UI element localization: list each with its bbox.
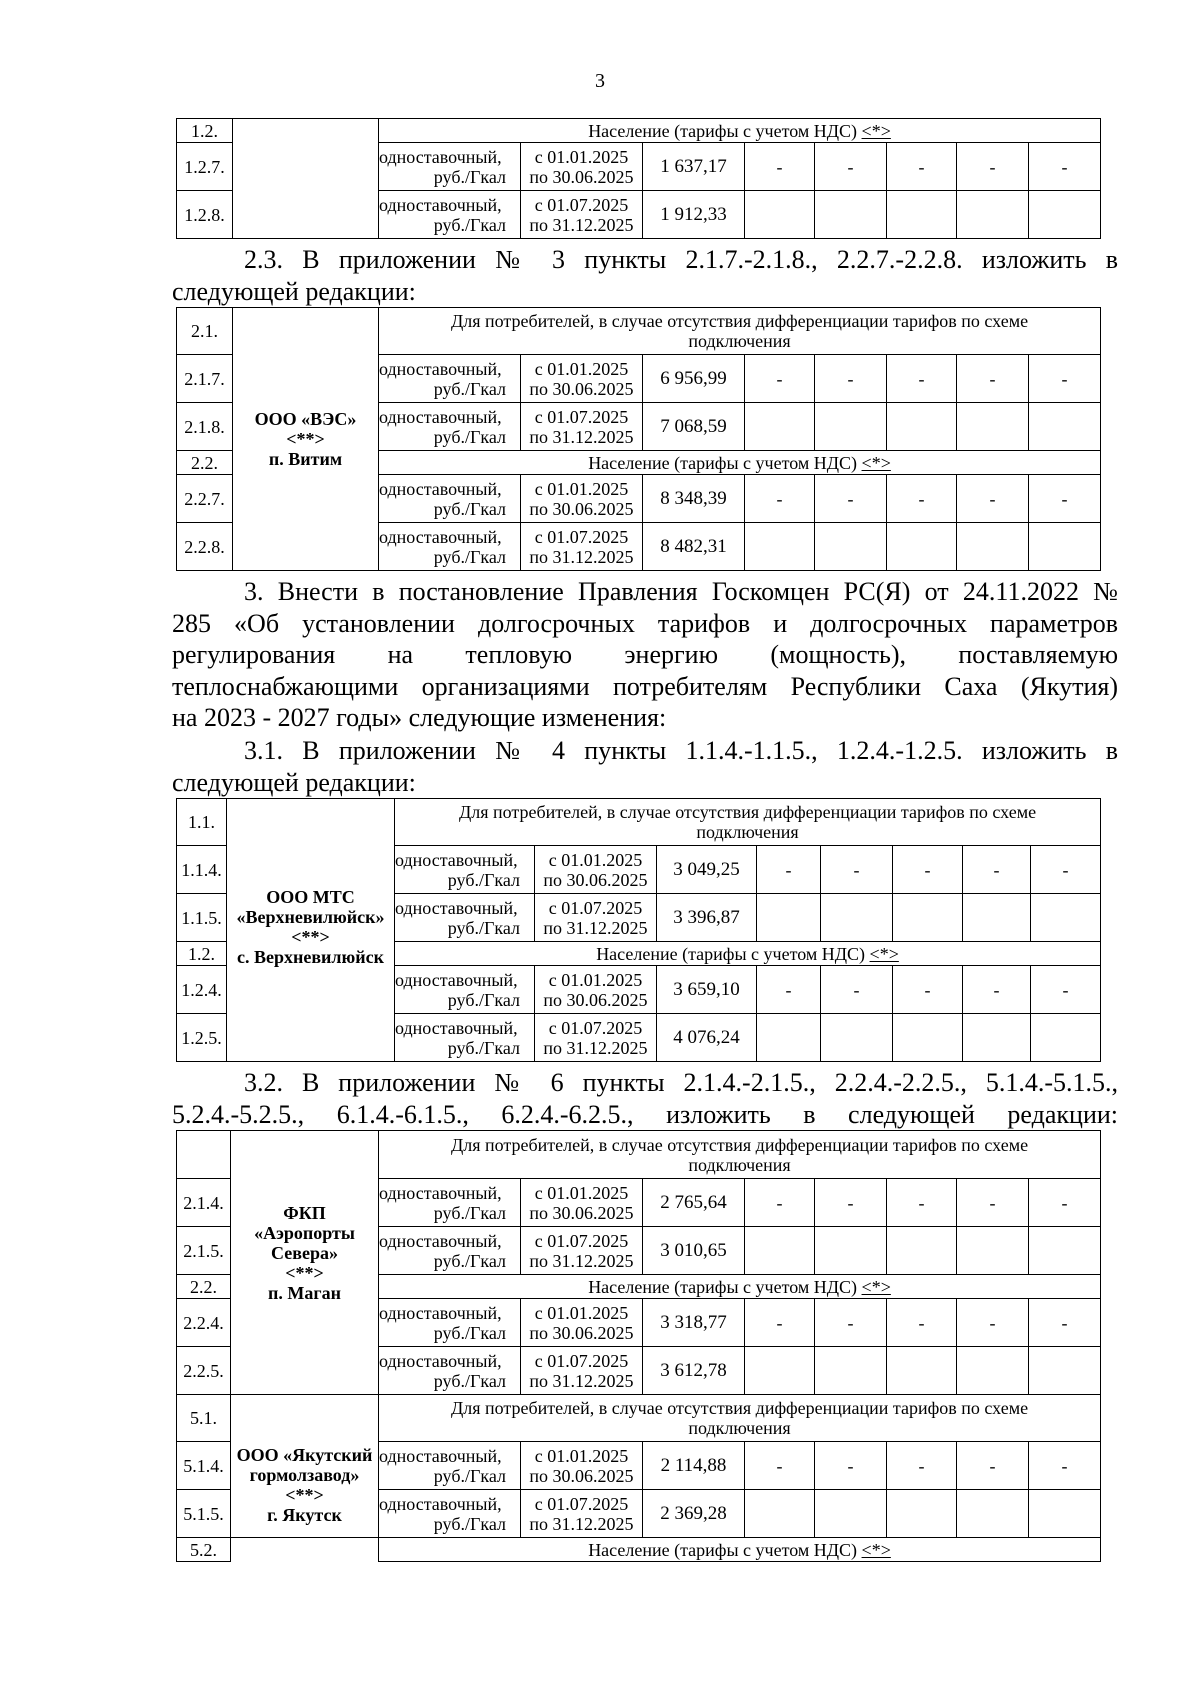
consumers-header: Для потребителей, в случае отсутствия дифференциации тарифов по схеме подключения: [379, 308, 1101, 355]
empty-cell: [1029, 523, 1101, 571]
row-number: 2.2.: [177, 451, 233, 475]
dash-cell: -: [887, 355, 957, 403]
empty-cell: [957, 1490, 1029, 1538]
empty-cell: [887, 403, 957, 451]
dash-cell: -: [957, 475, 1029, 523]
tariff-value: 6 956,99: [643, 355, 745, 403]
tariff-type-cell: одноставочный, руб./Гкал: [379, 191, 521, 239]
empty-cell: [957, 191, 1029, 239]
empty-cell: [887, 523, 957, 571]
paragraph-3: [172, 576, 1118, 734]
period-cell: с 01.07.2025 по 31.12.2025: [535, 1014, 657, 1062]
dash-cell: -: [893, 966, 963, 1014]
empty-cell: [815, 403, 887, 451]
tariff-value: 3 612,78: [643, 1347, 745, 1395]
period-cell: с 01.01.2025 по 30.06.2025: [521, 355, 643, 403]
row-number: 1.2.5.: [177, 1014, 227, 1062]
row-number: 2.2.7.: [177, 475, 233, 523]
dash-cell: -: [1029, 475, 1101, 523]
paragraph-line: следующей редакции:: [172, 276, 416, 306]
dash-cell: -: [745, 1442, 815, 1490]
dash-cell: -: [957, 1299, 1029, 1347]
empty-cell: [815, 1490, 887, 1538]
paragraph-line: следующей редакции:: [172, 767, 416, 797]
empty-cell: [745, 1490, 815, 1538]
dash-cell: -: [745, 1179, 815, 1227]
row-number: 2.1.5.: [177, 1227, 231, 1275]
dash-cell: -: [1031, 846, 1101, 894]
period-cell: с 01.01.2025 по 30.06.2025: [535, 966, 657, 1014]
empty-cell: [1029, 191, 1101, 239]
dash-cell: -: [1029, 1299, 1101, 1347]
dash-cell: -: [745, 1299, 815, 1347]
row-number: 1.2.4.: [177, 966, 227, 1014]
dash-cell: -: [815, 1442, 887, 1490]
tariff-type-cell: одноставочный, руб./Гкал: [379, 1227, 521, 1275]
tariff-type-cell: одноставочный, руб./Гкал: [379, 355, 521, 403]
paragraph-line: 3.2. В приложении № 6 пункты 2.1.4.-2.1.5., 2.2.4.-2.2.5., 5.1.4.-5.1.5.,: [244, 1068, 1118, 1097]
tariff-type-cell: одноставочный, руб./Гкал: [379, 1490, 521, 1538]
dash-cell: -: [815, 143, 887, 191]
row-number: 1.2.8.: [177, 191, 233, 239]
period-cell: с 01.01.2025 по 30.06.2025: [521, 475, 643, 523]
tariff-value: 2 114,88: [643, 1442, 745, 1490]
row-number: 2.1.8.: [177, 403, 233, 451]
tariff-type-cell: одноставочный, руб./Гкал: [379, 1347, 521, 1395]
row-number: 1.2.: [177, 119, 233, 143]
population-header: Население (тарифы с учетом НДС) <*>: [379, 1275, 1101, 1299]
empty-cell: [745, 1227, 815, 1275]
empty-cell: [893, 1014, 963, 1062]
row-number: 5.2.: [177, 1538, 231, 1562]
period-cell: с 01.01.2025 по 30.06.2025: [521, 1442, 643, 1490]
tariff-value: 2 765,64: [643, 1179, 745, 1227]
empty-cell: [963, 1014, 1031, 1062]
org-cell: ООО «ВЭС» <**> п. Витим: [233, 308, 379, 571]
org-cell: ФКП «Аэропорты Севера» <**> п. Маган: [231, 1131, 379, 1395]
dash-cell: -: [821, 846, 893, 894]
population-header: Население (тарифы с учетом НДС) <*>: [379, 119, 1101, 143]
empty-cell: [893, 894, 963, 942]
tariff-table-4: [176, 1130, 1101, 1562]
dash-cell: -: [957, 1442, 1029, 1490]
dash-cell: -: [1029, 143, 1101, 191]
row-number: 1.1.4.: [177, 846, 227, 894]
dash-cell: -: [821, 966, 893, 1014]
tariff-type-cell: одноставочный, руб./Гкал: [379, 475, 521, 523]
tariff-value: 2 369,28: [643, 1490, 745, 1538]
empty-cell: [887, 1490, 957, 1538]
tariff-type-cell: одноставочный, руб./Гкал: [379, 1299, 521, 1347]
empty-cell: [887, 1227, 957, 1275]
dash-cell: -: [815, 355, 887, 403]
population-header: Население (тарифы с учетом НДС) <*>: [379, 451, 1101, 475]
empty-cell: [745, 1347, 815, 1395]
dash-cell: -: [887, 1299, 957, 1347]
empty-cell: [1029, 403, 1101, 451]
period-cell: с 01.07.2025 по 31.12.2025: [521, 1227, 643, 1275]
dash-cell: -: [757, 966, 821, 1014]
dash-cell: -: [815, 1179, 887, 1227]
tariff-type-cell: одноставочный, руб./Гкал: [379, 143, 521, 191]
tariff-type-cell: одноставочный, руб./Гкал: [379, 1442, 521, 1490]
tariff-type-cell: одноставочный, руб./Гкал: [395, 966, 535, 1014]
empty-cell: [815, 191, 887, 239]
row-number: 1.1.5.: [177, 894, 227, 942]
row-number: 2.2.8.: [177, 523, 233, 571]
dash-cell: -: [815, 475, 887, 523]
row-number: 5.1.: [177, 1395, 231, 1442]
period-cell: с 01.01.2025 по 30.06.2025: [535, 846, 657, 894]
empty-cell: [815, 1227, 887, 1275]
period-cell: с 01.01.2025 по 30.06.2025: [521, 143, 643, 191]
period-cell: с 01.07.2025 по 31.12.2025: [521, 523, 643, 571]
consumers-header: Для потребителей, в случае отсутствия дифференциации тарифов по схеме подключения: [379, 1131, 1101, 1179]
dash-cell: -: [815, 1299, 887, 1347]
paragraph-line: 3. Внести в постановление Правления Госкомцен РС(Я) от 24.11.2022 №: [244, 577, 1118, 606]
tariff-value: 8 482,31: [643, 523, 745, 571]
population-header: Население (тарифы с учетом НДС) <*>: [395, 942, 1101, 966]
empty-cell: [963, 894, 1031, 942]
dash-cell: -: [745, 355, 815, 403]
tariff-table-1: [176, 118, 1101, 239]
row-number: 2.2.4.: [177, 1299, 231, 1347]
org-cell: [233, 119, 379, 239]
empty-cell: [745, 191, 815, 239]
tariff-value: 3 396,87: [657, 894, 757, 942]
empty-cell: [745, 523, 815, 571]
row-number: 2.1.7.: [177, 355, 233, 403]
paragraph-line: 5.2.4.-5.2.5., 6.1.4.-6.1.5., 6.2.4.-6.2.5., изложить в следующей редакции:: [172, 1099, 1118, 1129]
dash-cell: -: [1029, 1179, 1101, 1227]
dash-cell: -: [957, 355, 1029, 403]
empty-cell: [1031, 894, 1101, 942]
dash-cell: -: [963, 846, 1031, 894]
consumers-header: Для потребителей, в случае отсутствия дифференциации тарифов по схеме подключения: [395, 799, 1101, 846]
tariff-type-cell: одноставочный, руб./Гкал: [395, 1014, 535, 1062]
dash-cell: -: [745, 475, 815, 523]
period-cell: с 01.01.2025 по 30.06.2025: [521, 1179, 643, 1227]
empty-cell: [231, 1538, 379, 1562]
dash-cell: -: [957, 143, 1029, 191]
row-number: 1.2.7.: [177, 143, 233, 191]
row-number: 2.1.4.: [177, 1179, 231, 1227]
tariff-value: 8 348,39: [643, 475, 745, 523]
period-cell: с 01.07.2025 по 31.12.2025: [535, 894, 657, 942]
tariff-value: 4 076,24: [657, 1014, 757, 1062]
paragraph-line: на 2023 - 2027 годы» следующие изменения:: [172, 703, 667, 732]
period-cell: с 01.07.2025 по 31.12.2025: [521, 403, 643, 451]
empty-cell: [821, 1014, 893, 1062]
dash-cell: -: [887, 1442, 957, 1490]
empty-cell: [887, 1347, 957, 1395]
empty-cell: [757, 894, 821, 942]
empty-cell: [957, 403, 1029, 451]
row-number: 2.1.: [177, 308, 233, 355]
paragraph-2-3: [172, 244, 1118, 307]
period-cell: с 01.01.2025 по 30.06.2025: [521, 1299, 643, 1347]
row-number: 1.2.: [177, 942, 227, 966]
dash-cell: -: [887, 143, 957, 191]
dash-cell: -: [963, 966, 1031, 1014]
tariff-table-2: [176, 307, 1101, 571]
dash-cell: -: [893, 846, 963, 894]
paragraph-3-2: [172, 1067, 1118, 1130]
population-header: Население (тарифы с учетом НДС) <*>: [379, 1538, 1101, 1562]
empty-cell: [1029, 1347, 1101, 1395]
paragraph-3-1: [172, 735, 1118, 798]
empty-cell: [815, 1347, 887, 1395]
empty-cell: [957, 1227, 1029, 1275]
paragraph-line: теплоснабжающими организациями потребителям Республики Саха (Якутия): [172, 671, 1118, 701]
row-number: 5.1.5.: [177, 1490, 231, 1538]
tariff-value: 1 912,33: [643, 191, 745, 239]
tariff-type-cell: одноставочный, руб./Гкал: [395, 846, 535, 894]
empty-cell: [887, 191, 957, 239]
empty-cell: [821, 894, 893, 942]
paragraph-line: 285 «Об установлении долгосрочных тарифов и долгосрочных параметров: [172, 608, 1118, 638]
empty-cell: [757, 1014, 821, 1062]
page-number: 3: [595, 70, 605, 92]
tariff-type-cell: одноставочный, руб./Гкал: [379, 523, 521, 571]
period-cell: с 01.07.2025 по 31.12.2025: [521, 1347, 643, 1395]
row-number: [177, 1131, 231, 1179]
dash-cell: -: [957, 1179, 1029, 1227]
row-number: 1.1.: [177, 799, 227, 846]
tariff-type-cell: одноставочный, руб./Гкал: [379, 403, 521, 451]
dash-cell: -: [887, 475, 957, 523]
period-cell: с 01.07.2025 по 31.12.2025: [521, 191, 643, 239]
dash-cell: -: [745, 143, 815, 191]
dash-cell: -: [887, 1179, 957, 1227]
tariff-table-3: [176, 798, 1101, 1062]
empty-cell: [1029, 1490, 1101, 1538]
org-cell: ООО «Якутский гормолзавод» <**> г. Якутск: [231, 1395, 379, 1538]
tariff-type-cell: одноставочный, руб./Гкал: [379, 1179, 521, 1227]
empty-cell: [957, 523, 1029, 571]
tariff-type-cell: одноставочный, руб./Гкал: [395, 894, 535, 942]
row-number: 2.2.: [177, 1275, 231, 1299]
row-number: 2.2.5.: [177, 1347, 231, 1395]
tariff-value: 3 010,65: [643, 1227, 745, 1275]
period-cell: с 01.07.2025 по 31.12.2025: [521, 1490, 643, 1538]
paragraph-line: 3.1. В приложении № 4 пункты 1.1.4.-1.1.5., 1.2.4.-1.2.5. изложить в: [244, 736, 1118, 765]
paragraph-line: 2.3. В приложении № 3 пункты 2.1.7.-2.1.8., 2.2.7.-2.2.8. изложить в: [244, 245, 1118, 274]
tariff-value: 3 318,77: [643, 1299, 745, 1347]
org-cell: ООО МТС «Верхневилюйск» <**> с. Верхневилюйск: [227, 799, 395, 1062]
tariff-value: 3 049,25: [657, 846, 757, 894]
empty-cell: [1029, 1227, 1101, 1275]
empty-cell: [745, 403, 815, 451]
empty-cell: [815, 523, 887, 571]
tariff-value: 7 068,59: [643, 403, 745, 451]
tariff-value: 3 659,10: [657, 966, 757, 1014]
consumers-header: Для потребителей, в случае отсутствия дифференциации тарифов по схеме подключения: [379, 1395, 1101, 1442]
row-number: 5.1.4.: [177, 1442, 231, 1490]
empty-cell: [1031, 1014, 1101, 1062]
dash-cell: -: [1029, 1442, 1101, 1490]
dash-cell: -: [1031, 966, 1101, 1014]
paragraph-line: регулирования на тепловую энергию (мощность), поставляемую: [172, 640, 1118, 669]
empty-cell: [957, 1347, 1029, 1395]
dash-cell: -: [757, 846, 821, 894]
dash-cell: -: [1029, 355, 1101, 403]
tariff-value: 1 637,17: [643, 143, 745, 191]
